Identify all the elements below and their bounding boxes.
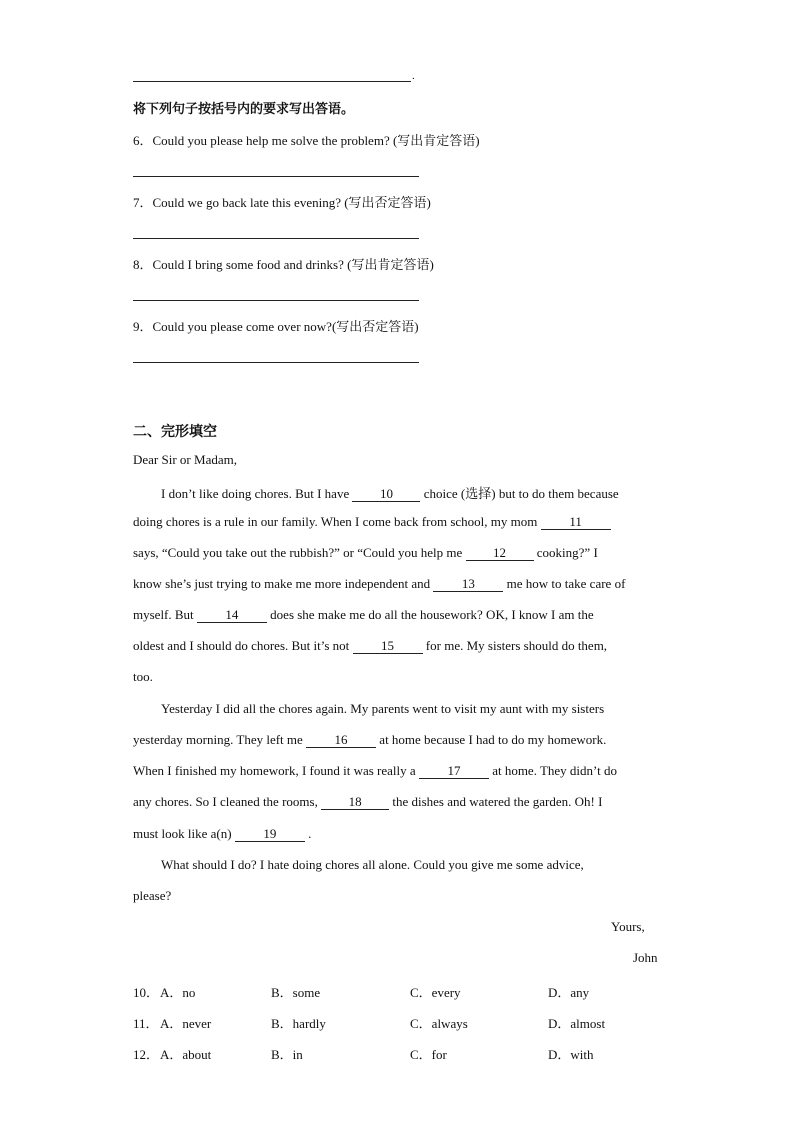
blank-14[interactable]: 14	[197, 608, 267, 623]
instruction-heading: 将下列句子按括号内的要求写出答语。	[133, 102, 355, 117]
question-8	[133, 254, 434, 273]
option-row-10	[133, 982, 733, 1000]
question-text: Could I bring some food and drinks? (写出肯定答语)	[152, 257, 434, 272]
answer-line-dot: .	[412, 70, 415, 82]
passage-line: says, “Could you take out the rubbish?” or “Could you help me 12 cooking?” I	[133, 545, 598, 560]
blank-10[interactable]: 10	[352, 487, 420, 502]
blank-18[interactable]: 18	[321, 795, 389, 810]
answer-line-6[interactable]	[133, 176, 419, 177]
option-a[interactable]: A．about	[160, 1047, 212, 1062]
answer-line-prev	[133, 81, 411, 82]
option-d[interactable]: D．any	[548, 985, 590, 1000]
question-text: Could you please help me solve the problem? (写出肯定答语)	[152, 133, 480, 148]
question-text: Could we go back late this evening? (写出否定答语)	[152, 195, 431, 210]
option-b[interactable]: B．in	[271, 1047, 303, 1062]
passage-line: When I finished my homework, I found it was really a 17 at home. They didn’t do	[133, 763, 617, 778]
passage-line: I don’t like doing chores. But I have 10 choice (选择) but to do them because	[161, 486, 619, 501]
letter-signature: John	[633, 950, 658, 965]
option-b[interactable]: B．hardly	[271, 1016, 326, 1031]
question-text: Could you please come over now?(写出否定答语)	[152, 319, 419, 334]
option-a[interactable]: A．never	[160, 1016, 212, 1031]
blank-19[interactable]: 19	[235, 827, 305, 842]
option-a[interactable]: A．no	[160, 985, 196, 1000]
passage-line: must look like a(n) 19 .	[133, 826, 312, 841]
question-number: 9．	[133, 319, 153, 334]
option-row-12	[133, 1044, 733, 1062]
blank-11[interactable]: 11	[541, 515, 611, 530]
blank-17[interactable]: 17	[419, 764, 489, 779]
passage-line: please?	[133, 888, 172, 903]
letter-closing: Yours,	[611, 919, 645, 934]
letter-greeting: Dear Sir or Madam,	[133, 452, 237, 467]
passage-line: Yesterday I did all the chores again. My parents went to visit my aunt with my sisters	[161, 701, 605, 716]
blank-16[interactable]: 16	[306, 733, 376, 748]
question-6	[133, 130, 480, 149]
option-d[interactable]: D．almost	[548, 1016, 606, 1031]
question-9	[133, 316, 419, 335]
section-title: 二、完形填空	[133, 424, 217, 440]
passage-line: What should I do? I hate doing chores all alone. Could you give me some advice,	[161, 857, 584, 872]
passage-line: too.	[133, 669, 153, 684]
blank-15[interactable]: 15	[353, 639, 423, 654]
option-number: 12．	[133, 1047, 160, 1062]
blank-12[interactable]: 12	[466, 546, 534, 561]
question-7	[133, 192, 431, 211]
option-row-11	[133, 1013, 733, 1031]
question-number: 8．	[133, 257, 153, 272]
answer-line-8[interactable]	[133, 300, 419, 301]
option-b[interactable]: B．some	[271, 985, 321, 1000]
passage-line: any chores. So I cleaned the rooms, 18 the dishes and watered the garden. Oh! I	[133, 794, 603, 809]
passage-line: doing chores is a rule in our family. When I come back from school, my mom 11	[133, 514, 611, 530]
option-c[interactable]: C．every	[410, 985, 461, 1000]
option-d[interactable]: D．with	[548, 1047, 594, 1062]
question-number: 7．	[133, 195, 153, 210]
option-c[interactable]: C．for	[410, 1047, 447, 1062]
option-number: 10．	[133, 985, 160, 1000]
option-number: 11．	[133, 1016, 159, 1031]
option-c[interactable]: C．always	[410, 1016, 468, 1031]
answer-line-7[interactable]	[133, 238, 419, 239]
question-number: 6．	[133, 133, 153, 148]
blank-13[interactable]: 13	[433, 577, 503, 592]
answer-line-9[interactable]	[133, 362, 419, 363]
passage-line: know she’s just trying to make me more independent and 13 me how to take care of	[133, 576, 626, 591]
passage-line: myself. But 14 does she make me do all the housework? OK, I know I am the	[133, 607, 594, 622]
passage-line: yesterday morning. They left me 16 at home because I had to do my homework.	[133, 732, 607, 747]
passage-line: oldest and I should do chores. But it’s not 15 for me. My sisters should do them,	[133, 638, 608, 653]
